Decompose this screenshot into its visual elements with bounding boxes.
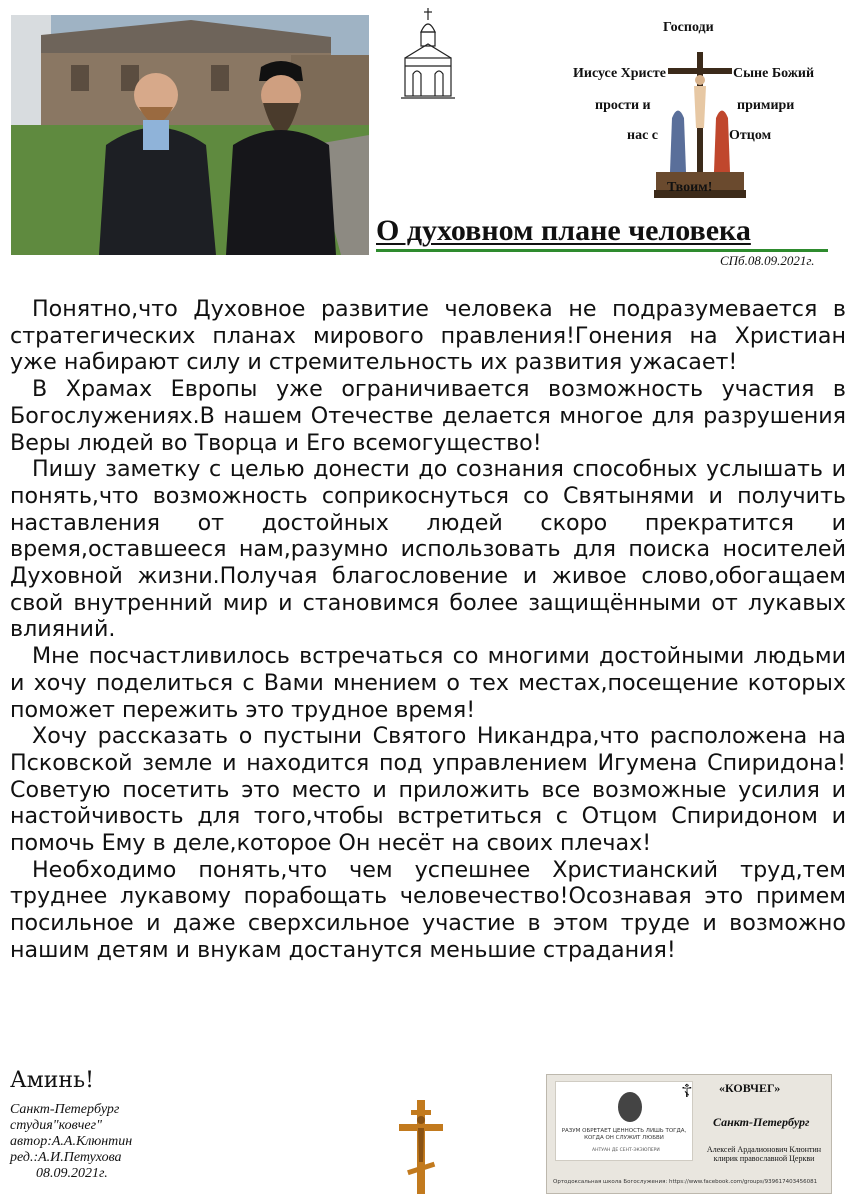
prayer-line-1: Господи: [663, 20, 714, 35]
signature-date: 08.09.2021г.: [36, 1166, 108, 1181]
prayer-line-3-right: примири: [737, 98, 795, 113]
header-date: СПб.08.09.2021г.: [720, 253, 815, 268]
banner-quote-author: АНТУАН ДЕ СЕНТ-ЭКЗЮПЕРИ: [592, 1148, 660, 1153]
banner-city: Санкт-Петербург: [713, 1115, 810, 1129]
article-body: [10, 296, 846, 964]
banner-person: Алексей Ардалионович Клюнтин клирик православной Церкви: [706, 1145, 822, 1163]
paragraph: Пишу заметку с целью донести до сознания способных услышать и понять,что возможность соприкоснуться со Святынями и получить наставления от достойных людей скоро прекратится и время,оставшееся нам,разумно использовать для поиска носителей Духовной жизни.Получая благословение и живое слово,обогащаем свой внутренний мир и становимся более защищёнными от лукавых влияний.: [10, 456, 846, 643]
paragraph: Мне посчастливилось встречаться со многими достойными людьми и хочу поделиться с Вами мнением о тех местах,посещение которых поможет пережить это трудное время!: [10, 643, 846, 723]
signature-studio: студия"ковчег": [10, 1118, 102, 1133]
prayer-line-4-left: нас с: [627, 128, 658, 143]
banner-quote: РАЗУМ ОБРЕТАЕТ ЦЕННОСТЬ ЛИШЬ ТОГДА, КОГДА ОН СЛУЖИТ ЛЮБВИ: [561, 1128, 687, 1141]
small-cross-icon: ☦: [681, 1081, 693, 1101]
quote-card: [555, 1081, 693, 1161]
signature-city: Санкт-Петербург: [10, 1102, 120, 1117]
paragraph: Понятно,что Духовное развитие человека не подразумевается в стратегических планах мирового правления!Гонения на Христиан уже набирают силу и стремительность их развития ужасает!: [10, 296, 846, 376]
prayer-line-5: Твоим!: [667, 180, 713, 195]
title-underline: [376, 249, 828, 252]
banner-footer: Ортодоксальная школа Богослужения: https://www.facebook.com/groups/939617403456081: [553, 1179, 818, 1185]
signature-editor: ред.:А.И.Петухова: [10, 1150, 122, 1165]
paragraph: Хочу рассказать о пустыни Святого Никандра,что расположена на Псковской земле и находится под управлением Игумена Спиридона!Советую посетить это место и приложить все возможные усилия и настойчивость для того,чтобы встретиться с Отцом Спиридоном и помочь Ему в деле,которое Он несёт на своих плечах!: [10, 723, 846, 857]
church-drawing-icon: [397, 6, 459, 101]
signature-author: автор:А.А.Клюнтин: [10, 1134, 133, 1149]
prayer-line-4-right: Отцом: [729, 128, 772, 143]
header-photo: [11, 15, 369, 255]
page-title: О духовном плане человека: [376, 214, 751, 247]
prayer-block: [565, 20, 835, 205]
banner-kovcheg: «КОВЧЕГ»: [719, 1081, 781, 1095]
portrait-avatar: [618, 1092, 642, 1122]
orthodox-cross-icon: [397, 1098, 445, 1196]
paragraph: Необходимо понять,что чем успешнее Христианский труд,тем труднее лукавому порабощать человечество!Осознавая это примем посильное и даже сверхсильное участие в этом труде и возможно нашим детям и внукам достанутся меньшие страдания!: [10, 856, 846, 963]
prayer-line-2-right: Сыне Божий: [733, 66, 815, 81]
kovcheg-banner: [546, 1074, 832, 1194]
prayer-line-2-left: Иисусе Христе: [573, 66, 666, 81]
prayer-line-3-left: прости и: [595, 98, 651, 113]
amen-text: Аминь!: [10, 1068, 94, 1093]
signature-block: [10, 1102, 132, 1182]
paragraph: В Храмах Европы уже ограничивается возможность участия в Богослужениях.В нашем Отечестве делается многое для разрушения Веры людей во Творца и Его всемогущество!: [10, 376, 846, 456]
